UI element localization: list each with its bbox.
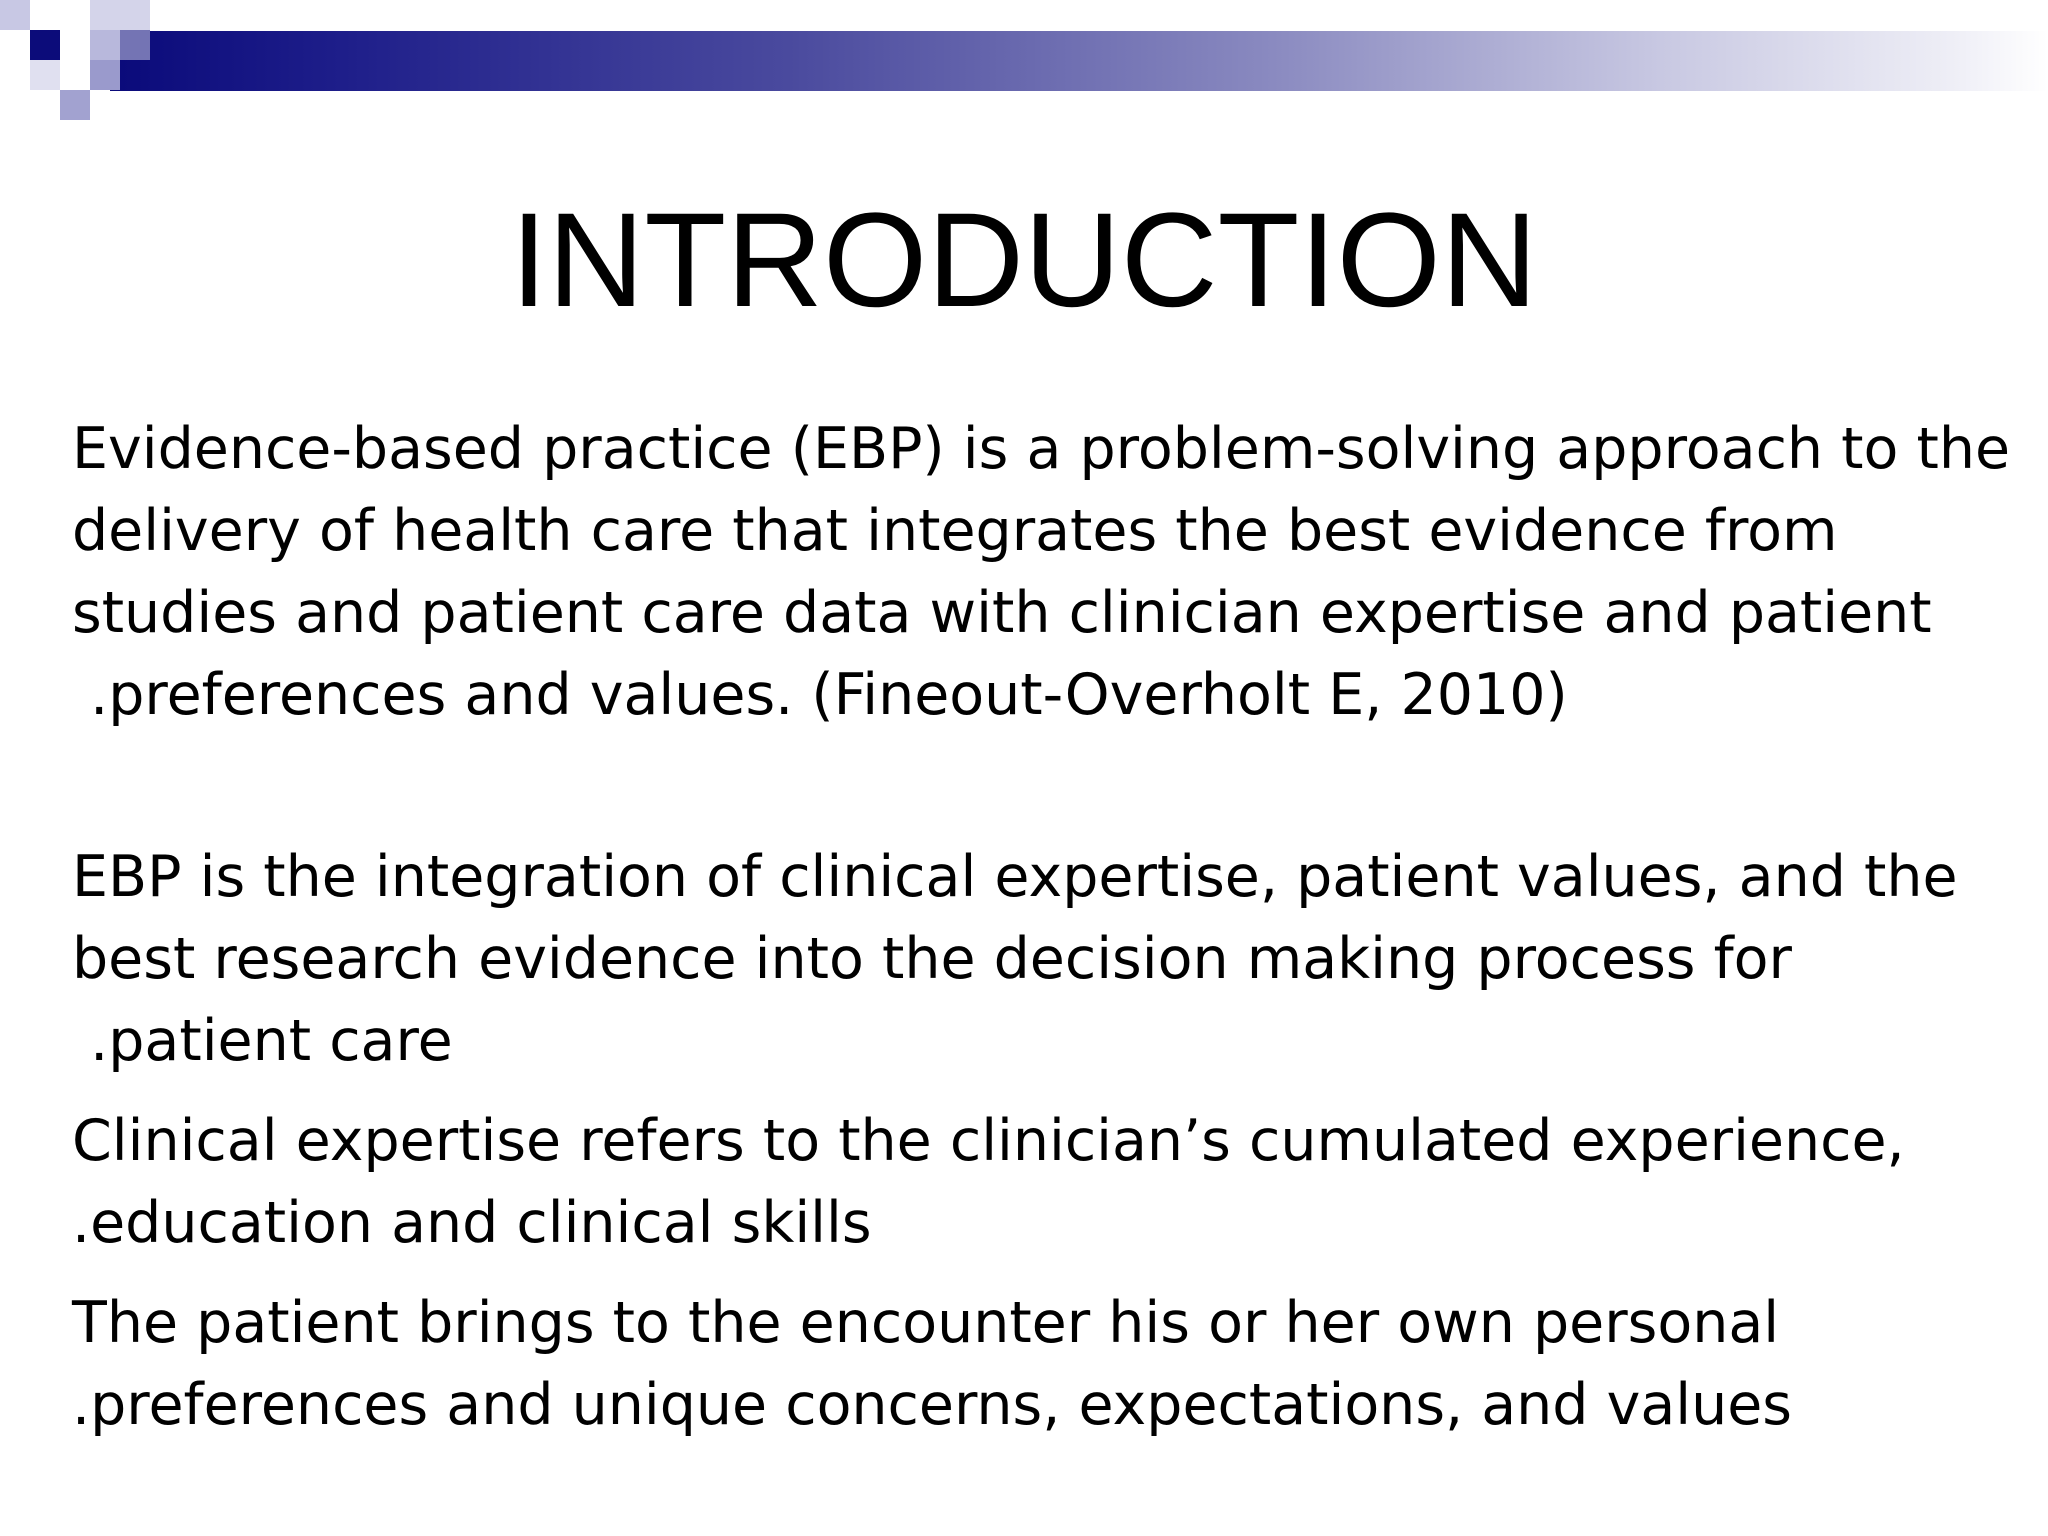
slide-body	[72, 408, 2011, 1446]
decor-square	[60, 90, 90, 120]
spacer	[72, 1264, 1992, 1282]
slide-title: INTRODUCTION	[510, 186, 1538, 335]
decor-square	[30, 30, 60, 60]
decor-square	[120, 30, 150, 60]
decor-square	[90, 60, 120, 90]
decor-square	[0, 0, 30, 30]
decor-square	[30, 60, 60, 90]
paragraph-clinical-expertise: Clinical expertise refers to the clinician’s cumulated experience, .education and clinical skills	[72, 1108, 1905, 1256]
paragraph-patient-values: The patient brings to the encounter his or her own personal .preferences and unique concerns, expectations, and values	[72, 1290, 1792, 1438]
spacer	[72, 1082, 1992, 1100]
title-banner-gradient	[110, 31, 2048, 91]
decor-square	[90, 30, 120, 60]
decor-square	[90, 0, 150, 30]
spacer	[72, 736, 1992, 836]
paragraph-ebp-integration: EBP is the integration of clinical expertise, patient values, and the best research evidence into the decision making process for .patient care	[72, 844, 1958, 1074]
paragraph-ebp-definition: Evidence-based practice (EBP) is a problem-solving approach to the delivery of health care that integrates the best evidence from studies and patient care data with clinician expertise and patient .preferences and values. (Fineout-Overholt E, 2010)	[72, 416, 2011, 728]
